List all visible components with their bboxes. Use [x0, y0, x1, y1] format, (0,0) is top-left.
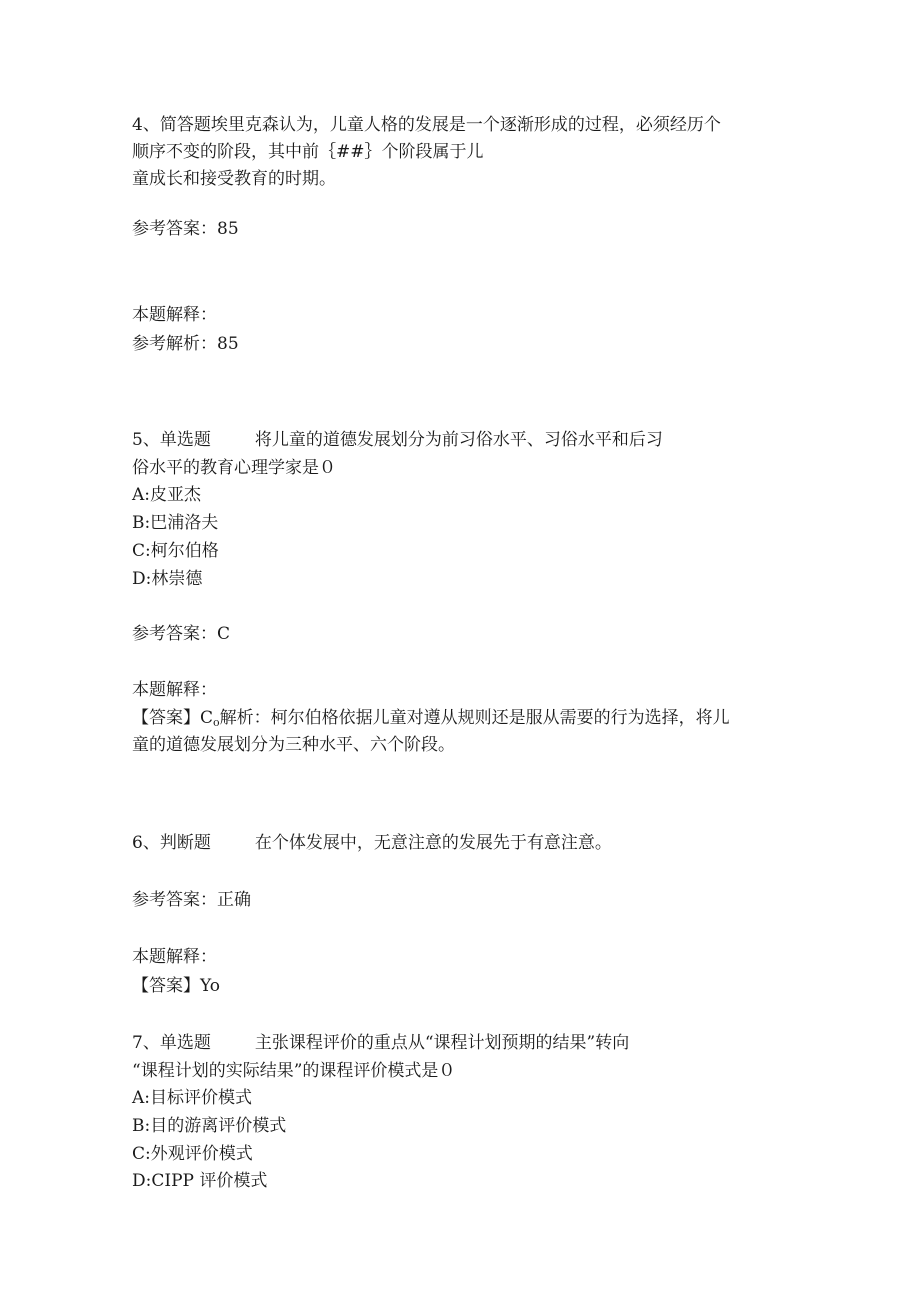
q7-stem-line-2: “课程计划的实际结果”的课程评价模式是０: [132, 1061, 456, 1081]
q6-explain-text: 【答案】Yo: [132, 976, 220, 996]
q4-stem-line-2: 顺序不变的阶段，其中前｛##｝个阶段属于儿: [132, 142, 484, 162]
q5-explain-prefix: 【答案】C: [132, 708, 214, 728]
q6-stem-first: 在个体发展中，无意注意的发展先于有意注意。: [254, 833, 612, 853]
q6-explain-label: 本题解释：: [132, 947, 217, 967]
q4-stem-line-1: 4、简答题埃里克森认为，儿童人格的发展是一个逐渐形成的过程，必须经历个: [132, 115, 721, 135]
q7-option-a: A:目标评价模式: [132, 1088, 253, 1108]
q5-answer: [132, 621, 230, 647]
q5-option-d: D:林崇德: [132, 569, 203, 589]
q5-stem-first: 将儿童的道德发展划分为前习俗水平、习俗水平和后习: [254, 430, 663, 450]
q6-answer-value: 正确: [217, 890, 251, 910]
q7-stem-first: 主张课程评价的重点从“课程计划预期的结果”转向: [254, 1033, 630, 1053]
q4-answer: [132, 216, 239, 242]
q7-option-d: D:CIPP 评价模式: [132, 1171, 268, 1191]
q5-explain-line-1: [132, 705, 730, 731]
q4-explain-text: 参考解析：85: [132, 334, 239, 354]
q7-stem-line-1: [132, 1030, 629, 1056]
q6-number-type: 6、判断题: [132, 833, 211, 853]
q6-answer: [132, 887, 251, 913]
q5-explain-first-rest: 解析：柯尔伯格依据儿童对遵从规则还是服从需要的行为选择，将儿: [219, 708, 730, 728]
q4-stem-line-3: 童成长和接受教育的时期。: [132, 169, 336, 189]
q7-option-c: C:外观评价模式: [132, 1144, 253, 1164]
q5-answer-value: C: [217, 624, 231, 644]
q7-number-type: 7、单选题: [132, 1033, 211, 1053]
q5-stem-line-2: 俗水平的教育心理学家是０: [132, 458, 336, 478]
q5-stem-line-1: [132, 427, 663, 453]
q5-number-type: 5、单选题: [132, 430, 211, 450]
q4-answer-value: 85: [217, 219, 239, 239]
q5-option-b: B:巴浦洛夫: [132, 513, 219, 533]
q5-option-c: C:柯尔伯格: [132, 541, 219, 561]
q7-option-b: B:目的游离评价模式: [132, 1116, 287, 1136]
q6-answer-label: 参考答案：: [132, 890, 217, 910]
q5-answer-label: 参考答案：: [132, 624, 217, 644]
q5-explain-line-2: 童的道德发展划分为三种水平、六个阶段。: [132, 735, 455, 755]
q6-stem-line-1: [132, 830, 612, 856]
q4-explain-label: 本题解释：: [132, 305, 217, 325]
q5-explain-label: 本题解释：: [132, 680, 217, 700]
q5-explain-sub: o: [213, 716, 220, 729]
q4-answer-label: 参考答案：: [132, 219, 217, 239]
q5-option-a: A:皮亚杰: [132, 485, 202, 505]
